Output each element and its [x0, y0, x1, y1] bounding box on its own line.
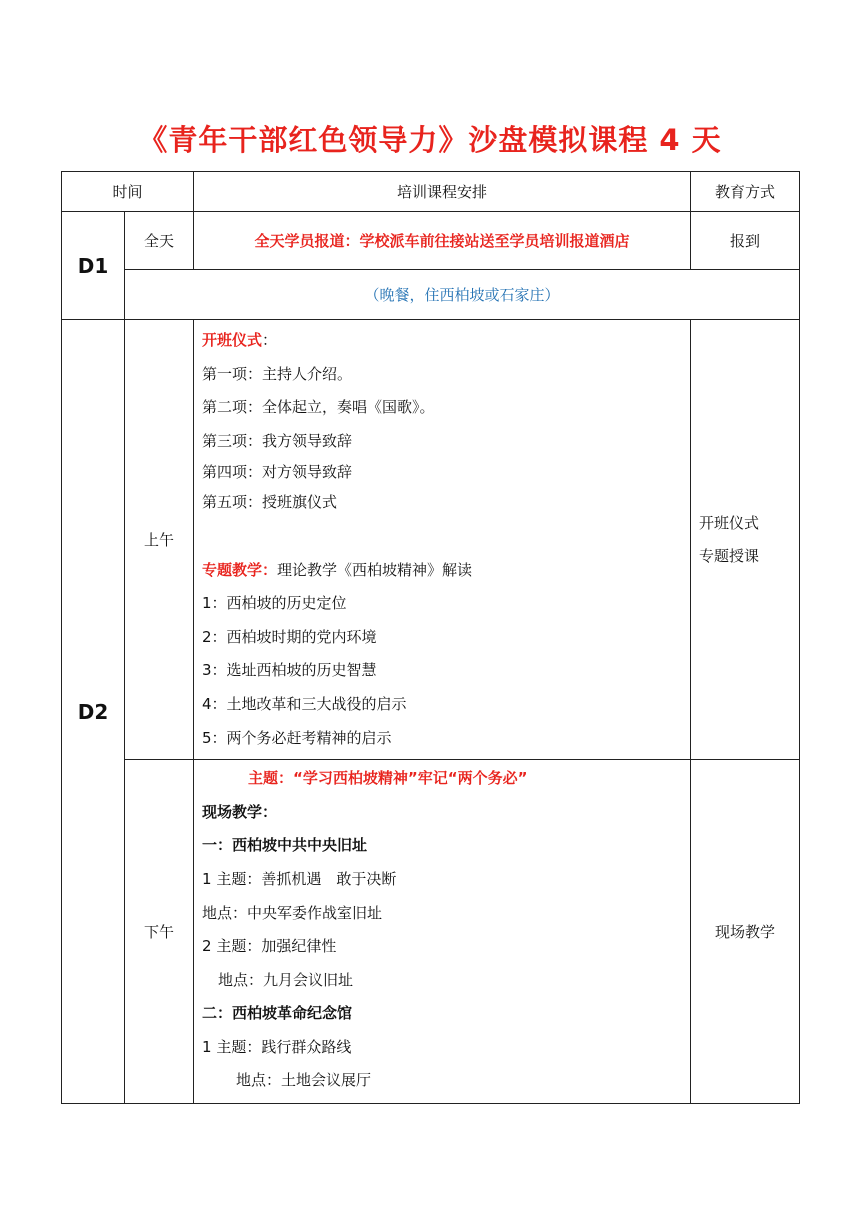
opening-item: 第二项：全体起立，奏唱《国歌》。	[202, 398, 435, 417]
d2-afternoon-row	[62, 760, 800, 1104]
site-heading: 一：西柏坡中共中央旧址	[202, 836, 368, 855]
d2-morning-content	[194, 320, 690, 759]
d1-note-row	[62, 270, 800, 320]
d1-row	[62, 212, 800, 270]
site-place: 地点：中央军委作战室旧址	[202, 903, 383, 922]
opening-item: 第一项：主持人介绍。	[202, 364, 353, 383]
opening-colon: ：	[262, 331, 278, 349]
d2-morning-method	[699, 507, 799, 573]
site-heading: 二：西柏坡革命纪念馆	[202, 1004, 353, 1023]
day-label-d1: D1	[62, 212, 125, 320]
opening-heading: 开班仪式	[202, 331, 263, 349]
topic-item: 3：选址西柏坡的历史智慧	[202, 661, 377, 680]
topic-item: 2：西柏坡时期的党内环境	[202, 627, 377, 646]
d2-afternoon-content	[194, 760, 690, 1102]
topic-text: 理论教学《西柏坡精神》解读	[277, 560, 473, 579]
site-topic: 1 主题：践行群众路线	[202, 1037, 352, 1056]
opening-item: 第四项：对方领导致辞	[202, 463, 353, 482]
field-heading: 现场教学：	[202, 802, 278, 821]
topic-item: 1：西柏坡的历史定位	[202, 594, 347, 613]
opening-item: 第五项：授班旗仪式	[202, 493, 338, 512]
site-topic: 2 主题：加强纪律性	[202, 937, 337, 956]
header-time: 时间	[62, 172, 194, 212]
afternoon-theme: 主题：“学习西柏坡精神”牢记“两个务必”	[248, 769, 528, 788]
d2-morning-period: 上午	[125, 320, 194, 760]
topic-item: 4：土地改革和三大战役的启示	[202, 694, 407, 713]
d1-method: 报到	[691, 212, 800, 270]
header-row	[62, 172, 800, 212]
schedule-table	[61, 171, 800, 1104]
topic-item: 5：两个务必赶考精神的启示	[202, 728, 392, 747]
d1-content: 全天学员报道：学校派车前往接站送至学员培训报道酒店	[194, 212, 691, 270]
site-place: 地点：土地会议展厅	[236, 1071, 372, 1090]
d1-period: 全天	[125, 212, 194, 270]
d2-morning-row	[62, 320, 800, 760]
site-topic: 1 主题：善抓机遇 敢于决断	[202, 869, 397, 888]
page-title: 《青年干部红色领导力》沙盘模拟课程 4 天	[138, 123, 722, 157]
header-method: 教育方式	[691, 172, 800, 212]
topic-heading: 专题教学：	[202, 560, 278, 579]
d2-afternoon-period: 下午	[125, 760, 194, 1104]
opening-item: 第三项：我方领导致辞	[202, 431, 353, 450]
site-place: 地点：九月会议旧址	[218, 970, 354, 989]
d2-afternoon-method: 现场教学	[691, 760, 800, 1104]
header-arrangement: 培训课程安排	[194, 172, 691, 212]
method-opening: 开班仪式	[699, 513, 760, 532]
day-label-d2: D2	[62, 320, 125, 1104]
d1-note: （晚餐，住西柏坡或石家庄）	[125, 270, 800, 320]
method-lecture: 专题授课	[699, 546, 760, 565]
